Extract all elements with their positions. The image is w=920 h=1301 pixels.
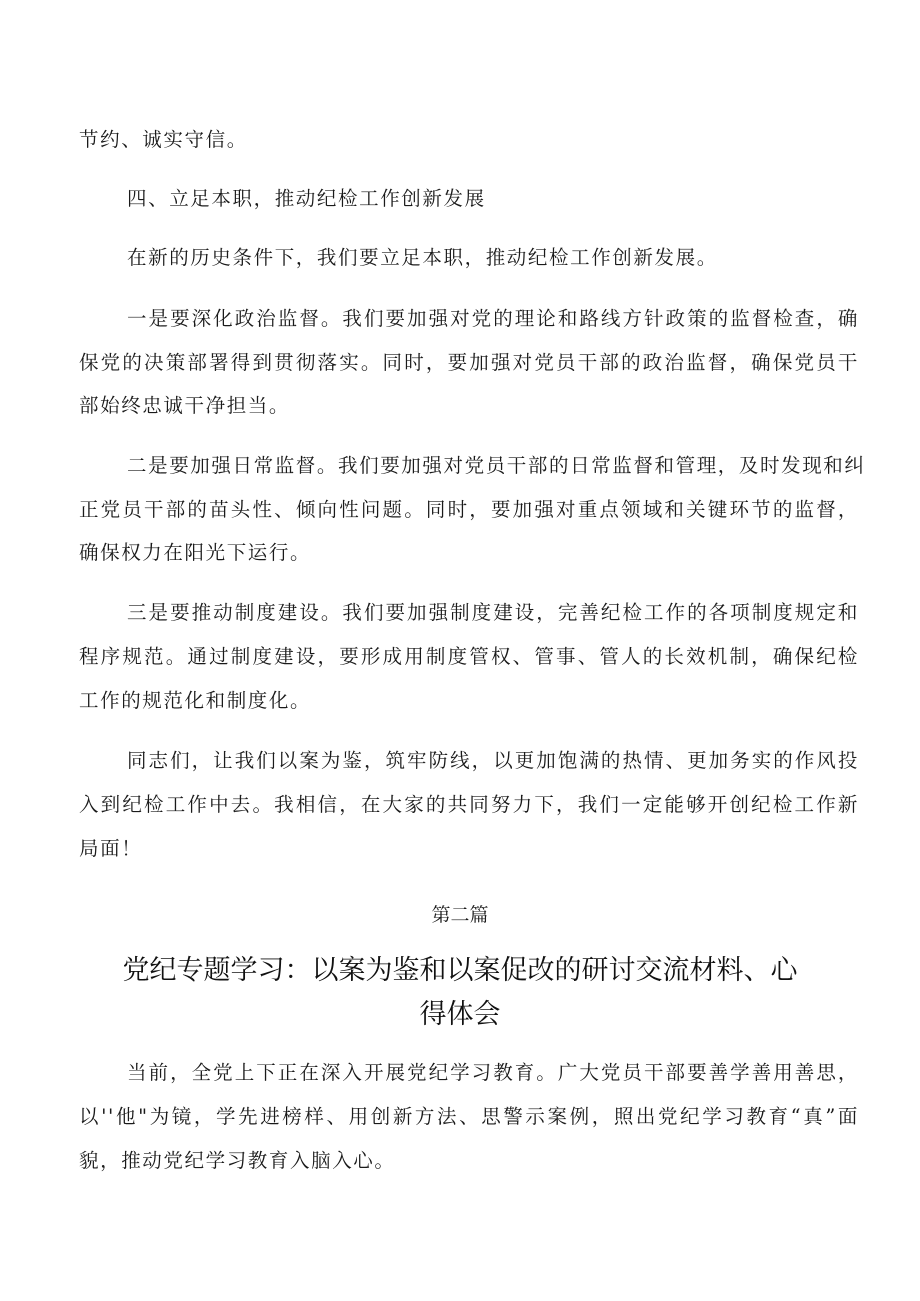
point-three-line: 三是要推动制度建设。我们要加强制度建设，完善纪检工作的各项制度规定和 — [127, 601, 859, 624]
section-intro: 在新的历史条件下，我们要立足本职，推动纪检工作创新发展。 — [127, 246, 718, 269]
part-label: 第二篇 — [431, 904, 489, 926]
article-intro-line: 貌，推动党纪学习教育入脑入心。 — [79, 1149, 396, 1172]
closing-line: 入到纪检工作中去。我相信，在大家的共同努力下，我们一定能够开创纪检工作新 — [79, 793, 859, 816]
article-intro-line: 以''他"为镜，学先进榜样、用创新方法、思警示案例，照出党纪学习教育“真”面 — [79, 1105, 859, 1128]
article-title-line2: 得体会 — [419, 999, 501, 1030]
point-two-line: 二是要加强日常监督。我们要加强对党员干部的日常监督和管理，及时发现和纠 — [127, 454, 866, 477]
closing-line: 同志们，让我们以案为鉴，筑牢防线，以更加饱满的热情、更加务实的作风投 — [127, 749, 859, 772]
article-title-line1: 党纪专题学习：以案为鉴和以案促改的研讨交流材料、心 — [122, 955, 798, 986]
point-two-line: 正党员干部的苗头性、倾向性问题。同时，要加强对重点领域和关键环节的监督， — [79, 498, 859, 521]
previous-paragraph-tail: 节约、诚实守信。 — [79, 128, 248, 151]
point-two-line: 确保权力在阳光下运行。 — [79, 541, 312, 564]
point-one-line: 保党的决策部署得到贯彻落实。同时，要加强对党员干部的政治监督，确保党员干 — [79, 351, 859, 374]
closing-line: 局面！ — [79, 837, 143, 860]
section-heading: 四、立足本职，推动纪检工作创新发展 — [127, 187, 486, 210]
article-intro-line: 当前，全党上下正在深入开展党纪学习教育。广大党员干部要善学善用善思， — [127, 1061, 859, 1084]
point-three-line: 工作的规范化和制度化。 — [79, 689, 312, 712]
point-one-line: 部始终忠诚干净担当。 — [79, 394, 291, 417]
point-one-line: 一是要深化政治监督。我们要加强对党的理论和路线方针政策的监督检查，确 — [127, 307, 859, 330]
point-three-line: 程序规范。通过制度建设，要形成用制度管权、管事、管人的长效机制，确保纪检 — [79, 645, 859, 668]
